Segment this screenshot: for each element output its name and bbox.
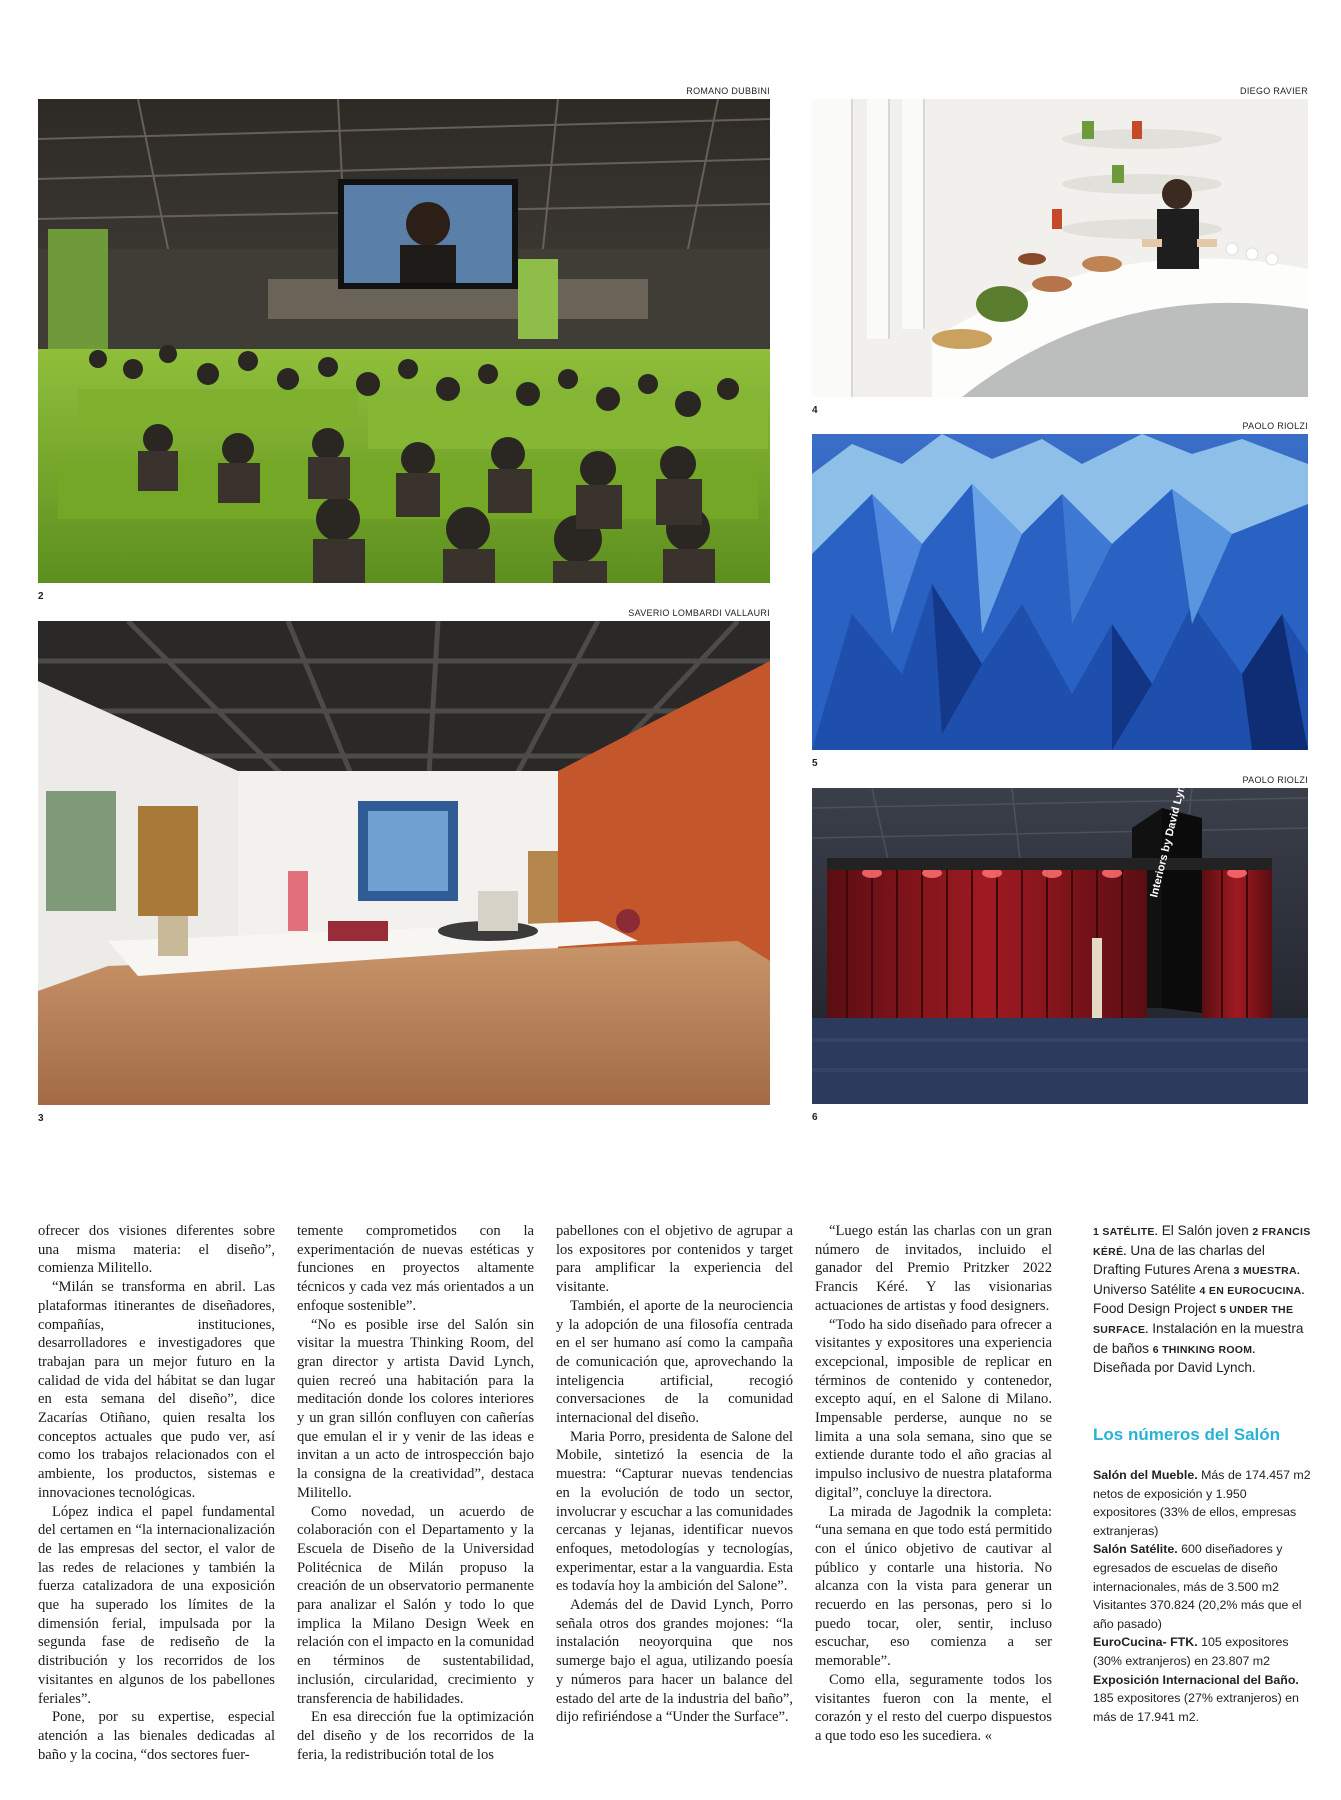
article-column-2: [297, 1222, 534, 1764]
stat-item: [1093, 1540, 1313, 1633]
article-column-4: [815, 1222, 1052, 1746]
photo-number-6: 6: [812, 1112, 818, 1123]
photo-6-image: [812, 788, 1308, 1104]
stats-box: [1093, 1466, 1313, 1726]
photo-number-5: 5: [812, 758, 818, 769]
paragraph: “Luego están las charlas con un gran número de invitados, incluido el ganador del Premio Pritzker 2022 Francis Kéré. Y las visionarias actuaciones de artistas y food designers.: [815, 1223, 1052, 1314]
paragraph: Pone, por su expertise, especial atención a las bienales dedicadas al baño y la cocina, “dos sectores fuer-: [38, 1709, 275, 1763]
caption-label: 1 SATÉLITE.: [1093, 1226, 1158, 1238]
stat-label: Salón Satélite.: [1093, 1542, 1178, 1557]
stat-text: 105 expositores (30% extranjeros) en 23.807 m2: [1093, 1635, 1289, 1668]
photo-4-image: [812, 99, 1308, 397]
photo-5-image: [812, 434, 1308, 750]
caption-label: 6 THINKING ROOM.: [1152, 1343, 1256, 1356]
paragraph: ofrecer dos visiones diferentes sobre una misma materia: el diseño”, comienza Militello.: [38, 1223, 275, 1277]
photo-credit-3: SAVERIO LOMBARDI VALLAURI: [628, 608, 770, 618]
stat-label: Exposición Internacional del Baño.: [1093, 1672, 1299, 1687]
photo-2-audience: [38, 99, 770, 583]
photo-credit-2: ROMANO DUBBINI: [686, 86, 770, 96]
caption-label: 3 MUESTRA.: [1233, 1265, 1301, 1278]
caption-text: Una de las charlas del Drafting Futures Arena: [1093, 1242, 1265, 1278]
photo-captions: [1093, 1222, 1313, 1378]
caption-text: Universo Satélite: [1093, 1281, 1200, 1297]
caption-text: Instalación en la muestra de baños: [1093, 1320, 1304, 1356]
photo-5-under-the-surface: [812, 434, 1308, 750]
stat-text: 600 diseñadores y egresados de escuelas de diseño internacionales, más de 3.500 m2 Visitantes 370.824 (20,2% más que el año pasado): [1093, 1542, 1302, 1631]
caption-text: El Salón joven: [1157, 1223, 1253, 1238]
article-column-1: [38, 1222, 275, 1764]
paragraph: “Todo ha sido diseñado para ofrecer a visitantes y expositores una experiencia excepcional, imposible de replicar en términos de contenido y contenedor, excepto aquí, en el Salone di Milano. Impensable perderse, aunque no se limita a una sola semana, sino que se extiende durante todo el año gracias al impulso inclusivo de nuestra plataforma digital”, concluye la directora.: [815, 1316, 1052, 1501]
installation-sign-text: Interiors by David: [1148, 805, 1183, 899]
paragraph: También, el aporte de la neurociencia y la adopción de una filosofía centrada en el ser humano así como la campaña de comunicación que, aprovechando la inteligencia artificial, recogió conversaciones de la comunidad internacional del diseño.: [556, 1297, 793, 1427]
photo-credit-5: PAOLO RIOLZI: [1242, 421, 1308, 431]
photo-2-image: [38, 99, 770, 583]
paragraph: Como ella, seguramente todos los visitantes fueron con la mente, el corazón y el resto del cuerpo dispuestos a que todo eso les sucediera. «: [815, 1671, 1052, 1744]
caption-label: 5 UNDER THE SURFACE.: [1093, 1304, 1294, 1336]
stats-heading: Los números del Salón: [1093, 1425, 1281, 1444]
stat-text: Más de 174.457 m2 netos de exposición y 1.950 expositores (33% de ellos, empresas extranjeras): [1093, 1468, 1311, 1538]
paragraph: Como novedad, un acuerdo de colaboración con el Departamento y la Escuela de Diseño de la Universidad Politécnica de Milán propuso la creación de un observatorio permanente para analizar el Salón y todo lo que implica la Milano Design Week en relación con el impacto en la comunidad en términos de sustentabilidad, inclusión, circularidad, crecimiento y transferencia de habilidades.: [297, 1503, 534, 1707]
paragraph: “No es posible irse del Salón sin visitar la muestra Thinking Room, del gran director y artista David Lynch, quien recreó una habitación para la meditación donde los colores interiores y un gran sillón confluyen con cañerías que emulan el ir y venir de las ideas e invitan a un acto de introspección bajo la consigna de la creatividad”, destaca Militello.: [297, 1316, 534, 1501]
photo-3-exhibition-hall: [38, 621, 770, 1105]
stat-text: 185 expositores (27% extranjeros) en más de 17.941 m2.: [1093, 1691, 1299, 1724]
photo-6-thinking-room: [812, 788, 1308, 1104]
stat-item: [1093, 1671, 1313, 1727]
paragraph: La mirada de Jagodnik la completa: “una semana en que todo está permitido con el único objetivo de cautivar al público y contarle una historia. No alcanza con la vista para generar un recuerdo en las personas, pero si lo puedo tocar, oler, sentir, incluso escuchar, eso comienza a ser memorable”.: [815, 1503, 1052, 1670]
paragraph: Maria Porro, presidenta de Salone del Mobile, sintetizó la esencia de la muestra: “Capturar nuevas tendencias en la evolución de todo un sector, involucrar y escuchar a las comunidades cercanas y lejanas, identificar nuevos enfoques, metodologías y tecnologías, experimentar, estar a la vanguardia. Esta es todavía hoy la ambición del Salone”.: [556, 1428, 793, 1595]
paragraph: “Milán se transforma en abril. Las plataformas itinerantes de diseñadores, compañías, instituciones, desarrolladores e investigadores que trabajan para un mejor futuro en la calidad de vida del hábitat se dan lugar en esta semana del diseño”, dice Zacarías Otiñano, quien resalta los conceptos actuales que pudo ver, así como los trabajos relacionados con el ambiente, los productos, sistemas e innovaciones tecnológicas.: [38, 1279, 275, 1501]
stat-label: EuroCucina- FTK.: [1093, 1635, 1198, 1650]
stat-label: Salón del Mueble.: [1093, 1468, 1198, 1482]
paragraph: Además del de David Lynch, Porro señala otros dos grandes mojones: “la instalación neoyorquina que nos sumerge bajo el agua, utilizando poesía y números para hacer un balance del estado del arte de la industria del baño”, dijo refiriéndose a “Under the Surface”.: [556, 1597, 793, 1726]
photo-credit-4: DIEGO RAVIER: [1240, 86, 1308, 96]
photo-number-3: 3: [38, 1113, 44, 1124]
paragraph: pabellones con el objetivo de agrupar a los expositores por contenidos y target para amplificar la experiencia del visitante.: [556, 1223, 793, 1296]
photo-3-image: [38, 621, 770, 1105]
photo-number-2: 2: [38, 591, 44, 602]
photo-credit-6: PAOLO RIOLZI: [1242, 775, 1308, 785]
photo-number-4: 4: [812, 405, 818, 416]
caption-text: Diseñada por David Lynch.: [1093, 1360, 1256, 1376]
article-column-3: [556, 1222, 793, 1727]
paragraph: En esa dirección fue la optimización del diseño y de los recorridos de la feria, la redistribución total de los: [297, 1709, 534, 1763]
caption-label: 4 EN EUROCUCINA.: [1199, 1284, 1305, 1297]
stat-item: [1093, 1466, 1313, 1540]
photo-4-kitchen: [812, 99, 1308, 397]
paragraph: López indica el papel fundamental del certamen en “la internacionalización de las empresas del sector, el valor de las redes de relaciones y también la fuerza catalizadora de una exposición que ha superado los límites de la dimensión ferial, impulsada por la segunda fase de rediseño de la distribución y los recorridos de los visitantes en algunos de los pabellones feriales”.: [38, 1503, 275, 1707]
stat-item: [1093, 1633, 1313, 1670]
caption-label: 2 FRANCIS KÉRÉ.: [1093, 1226, 1311, 1258]
paragraph: temente comprometidos con la experimentación de nuevas estéticas y funciones en proyectos altamente técnicos y cada vez más orientados a un enfoque sostenible”.: [297, 1223, 534, 1314]
caption-text: Food Design Project: [1093, 1301, 1220, 1317]
